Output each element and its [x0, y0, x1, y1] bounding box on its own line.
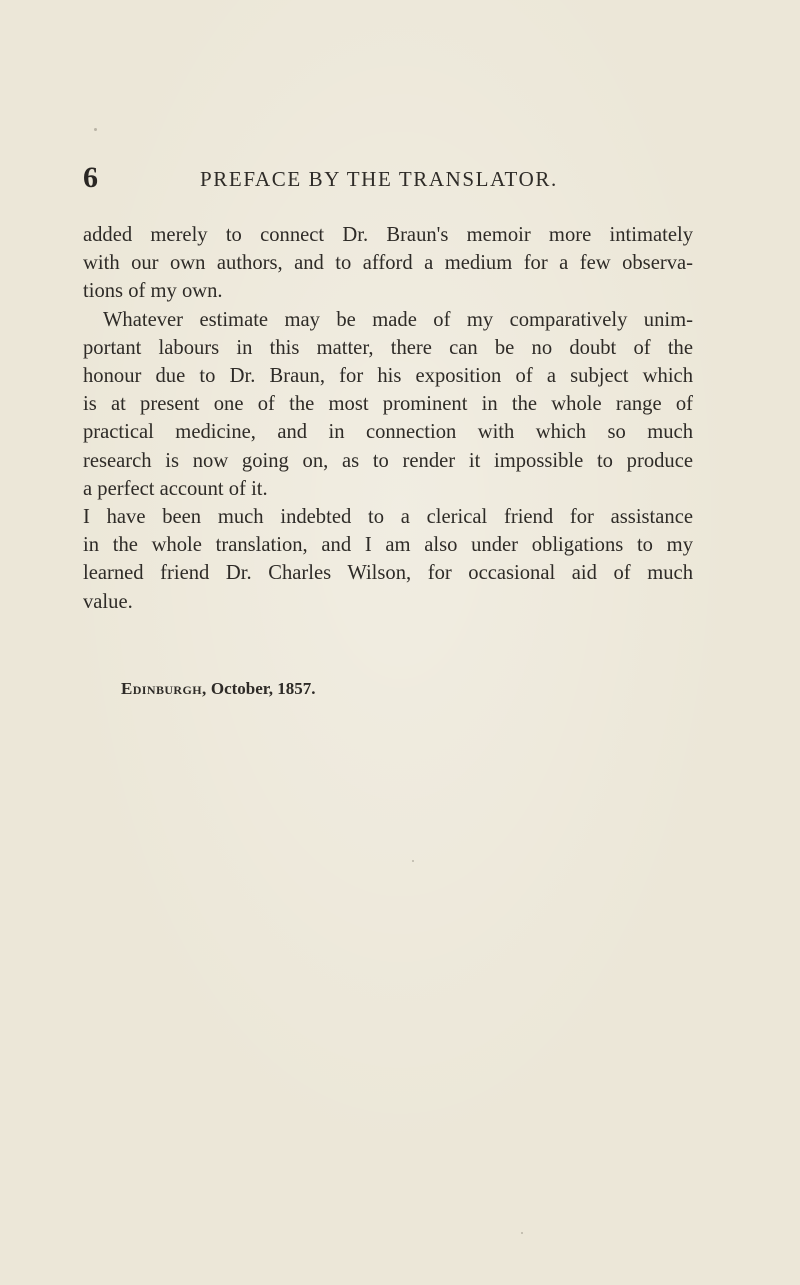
page-number: 6: [83, 161, 98, 194]
text-line: is at present one of the most prominent in the whole range of: [83, 393, 693, 416]
paper-speck: [412, 860, 414, 862]
body-text: [83, 221, 693, 616]
paragraph-2: [83, 306, 693, 503]
paper-speck: [521, 1232, 523, 1234]
text-line: with our own authors, and to afford a medium for a few observa-: [83, 252, 693, 275]
text-line: portant labours in this matter, there can be no doubt of the: [83, 336, 693, 359]
text-line: practical medicine, and in connection with which so much: [83, 421, 693, 444]
signature: [121, 678, 316, 700]
text-line: learned friend Dr. Charles Wilson, for occasional aid of much: [83, 562, 693, 585]
running-head: [83, 161, 723, 195]
paragraph-1: [83, 221, 693, 306]
text-line: a perfect account of it.: [83, 477, 268, 500]
text-line: added merely to connect Dr. Braun's memoir more intimately: [83, 224, 693, 246]
running-title: PREFACE BY THE TRANSLATOR.: [200, 167, 558, 191]
paragraph-3: [83, 503, 693, 616]
text-line: I have been much indebted to a clerical friend for assistance: [83, 506, 693, 529]
text-line: research is now going on, as to render it impossible to produce: [83, 449, 693, 472]
text-line: value.: [83, 590, 133, 613]
signature-date: October, 1857.: [210, 679, 316, 698]
text-line: in the whole translation, and I am also under obligations to my: [83, 534, 693, 557]
text-line: Whatever estimate may be made of my comparatively unim-: [103, 308, 693, 331]
text-line: tions of my own.: [83, 280, 223, 303]
paper-speck: [94, 128, 97, 131]
signature-place: Edinburgh,: [121, 679, 207, 698]
text-line: honour due to Dr. Braun, for his exposition of a subject which: [83, 365, 693, 388]
